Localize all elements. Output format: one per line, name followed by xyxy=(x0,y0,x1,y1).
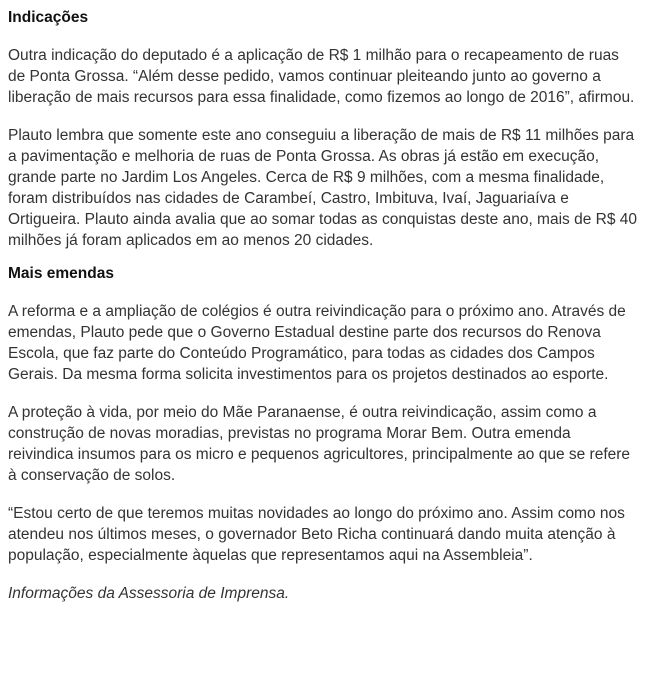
paragraph-protecao-vida: A proteção à vida, por meio do Mãe Paranaense, é outra reivindicação, assim como a construção de novas moradias, previstas no programa Morar Bem. Outra emenda reivindica insumos para os micro e pequenos agricultores, principalmente ao que se refere à conservação de solos. xyxy=(8,404,631,484)
section-heading-indicacoes: Indicações xyxy=(8,9,89,26)
paragraph-quote: “Estou certo de que teremos muitas novidades ao longo do próximo ano. Assim como nos atendeu nos últimos meses, o governador Beto Richa continuará dando muita atenção à população, especialmente àquelas que representamos aqui na Assembleia”. xyxy=(8,505,625,564)
press-office-credit: Informações da Assessoria de Imprensa. xyxy=(8,585,290,602)
paragraph-recapeamento: Outra indicação do deputado é a aplicação de R$ 1 milhão para o recapeamento de ruas de Ponta Grossa. “Além desse pedido, vamos continuar pleiteando junto ao governo a liberação de mais recursos para essa finalidade, como fizemos ao longo de 2016”, afirmou. xyxy=(8,47,635,106)
section-heading-mais-emendas: Mais emendas xyxy=(8,265,114,282)
paragraph-pavimentacao: Plauto lembra que somente este ano conseguiu a liberação de mais de R$ 11 milhões para a pavimentação e melhoria de ruas de Ponta Grossa. As obras já estão em execução, grande parte no Jardim Los Angeles. Cerca de R$ 9 milhões, com a mesma finalidade, foram distribuídos nas cidades de Carambeí, Castro, Imbituva, Ivaí, Jaguariaíva e Ortigueira. Plauto ainda avalia que ao somar todas as conquistas deste ano, mais de R$ 40 milhões já foram aplicados em ao menos 20 cidades. xyxy=(8,127,637,249)
paragraph-reforma-colegios: A reforma e a ampliação de colégios é outra reivindicação para o próximo ano. Através de emendas, Plauto pede que o Governo Estadual destine parte dos recursos do Renova Escola, que faz parte do Conteúdo Programático, para todas as cidades dos Campos Gerais. Da mesma forma solicita investimentos para os projetos destinados ao esporte. xyxy=(8,303,626,383)
